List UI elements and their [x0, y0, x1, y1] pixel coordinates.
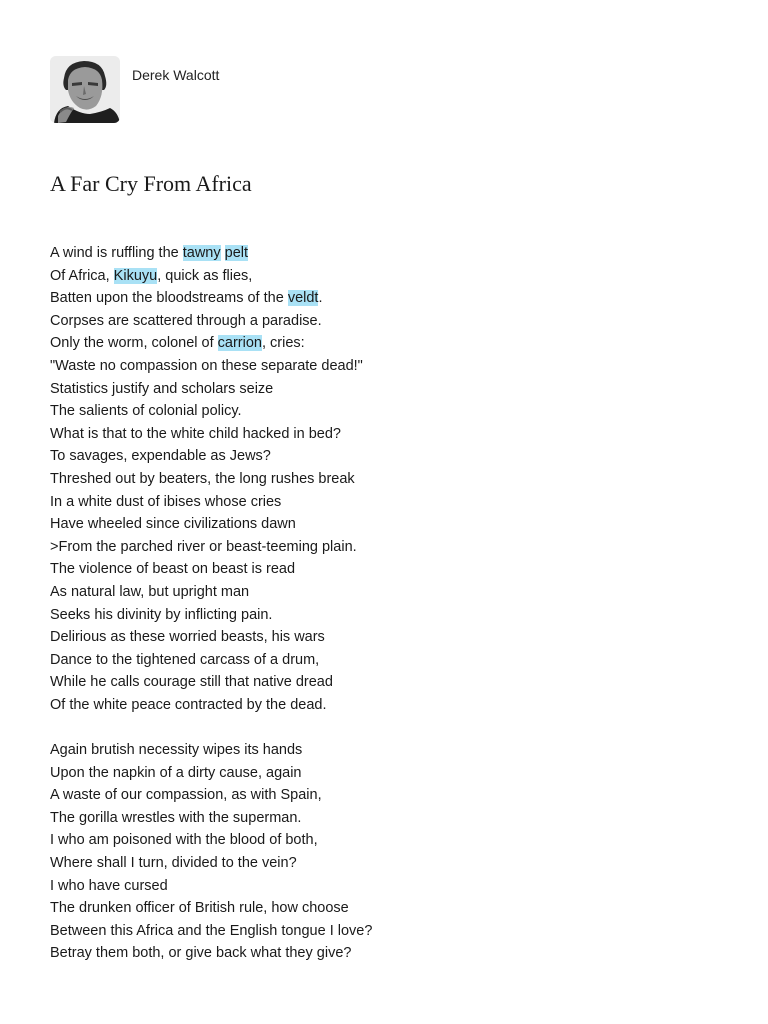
poem-line: Statistics justify and scholars seize	[50, 380, 274, 397]
poem-line: The drunken officer of British rule, how choose	[50, 900, 349, 917]
poem-line: To savages, expendable as Jews?	[50, 448, 271, 465]
poem-line	[50, 287, 372, 310]
author-header	[50, 56, 219, 123]
line-text: , quick as flies,	[157, 267, 253, 284]
poem-line: As natural law, but upright man	[50, 583, 250, 600]
line-text: .	[318, 290, 323, 307]
highlighted-word[interactable]: veldt	[287, 290, 319, 307]
highlighted-word[interactable]: tawny	[182, 245, 221, 261]
line-text: A wind is ruffling the	[50, 245, 183, 261]
poem-line: "Waste no compassion on these separate dead!"	[50, 357, 363, 374]
poem-line: The violence of beast on beast is read	[50, 561, 296, 578]
poem-line	[50, 332, 372, 355]
author-portrait-icon	[50, 56, 120, 123]
poem-line: In a white dust of ibises whose cries	[50, 493, 282, 510]
poem-line: A waste of our compassion, as with Spain,	[50, 787, 322, 804]
poem-line	[50, 242, 372, 265]
poem-line: Between this Africa and the English tongue I love?	[50, 922, 373, 939]
poem-line: >From the parched river or beast-teeming plain.	[50, 538, 357, 555]
poem-line: Again brutish necessity wipes its hands	[50, 742, 303, 759]
highlighted-word[interactable]: carrion	[217, 335, 262, 352]
stanza	[50, 739, 372, 965]
line-text: Of Africa,	[50, 267, 114, 284]
highlighted-word[interactable]: Kikuyu	[113, 267, 158, 284]
poem-line: Seeks his divinity by inflicting pain.	[50, 606, 273, 623]
stanza	[50, 242, 372, 716]
poem-line: What is that to the white child hacked in bed?	[50, 425, 341, 442]
poem-line: While he calls courage still that native dread	[50, 674, 333, 691]
poem-line: Threshed out by beaters, the long rushes break	[50, 470, 355, 487]
poem-line	[50, 265, 372, 288]
poem-line: The gorilla wrestles with the superman.	[50, 809, 302, 826]
poem-line: The salients of colonial policy.	[50, 403, 242, 420]
line-text: Batten upon the bloodstreams of the	[50, 290, 288, 307]
poem-line: Corpses are scattered through a paradise.	[50, 312, 322, 329]
line-text: Only the worm, colonel of	[50, 335, 218, 352]
poem-line: Delirious as these worried beasts, his wars	[50, 629, 325, 646]
poem-title: A Far Cry From Africa	[50, 171, 252, 196]
poem-line: Betray them both, or give back what they give?	[50, 945, 352, 962]
poem-line: Have wheeled since civilizations dawn	[50, 516, 296, 533]
poem-body	[50, 242, 372, 965]
poem-line: Where shall I turn, divided to the vein?	[50, 855, 297, 872]
author-name[interactable]: Derek Walcott	[132, 67, 220, 83]
poem-line: Upon the napkin of a dirty cause, again	[50, 764, 302, 781]
poem-line: I who have cursed	[50, 877, 168, 894]
line-text: , cries:	[261, 335, 305, 352]
poem-line: I who am poisoned with the blood of both,	[50, 832, 318, 849]
poem-line: Dance to the tightened carcass of a drum,	[50, 651, 320, 668]
highlighted-word[interactable]: pelt	[224, 245, 249, 261]
poem-line: Of the white peace contracted by the dead.	[50, 696, 327, 713]
